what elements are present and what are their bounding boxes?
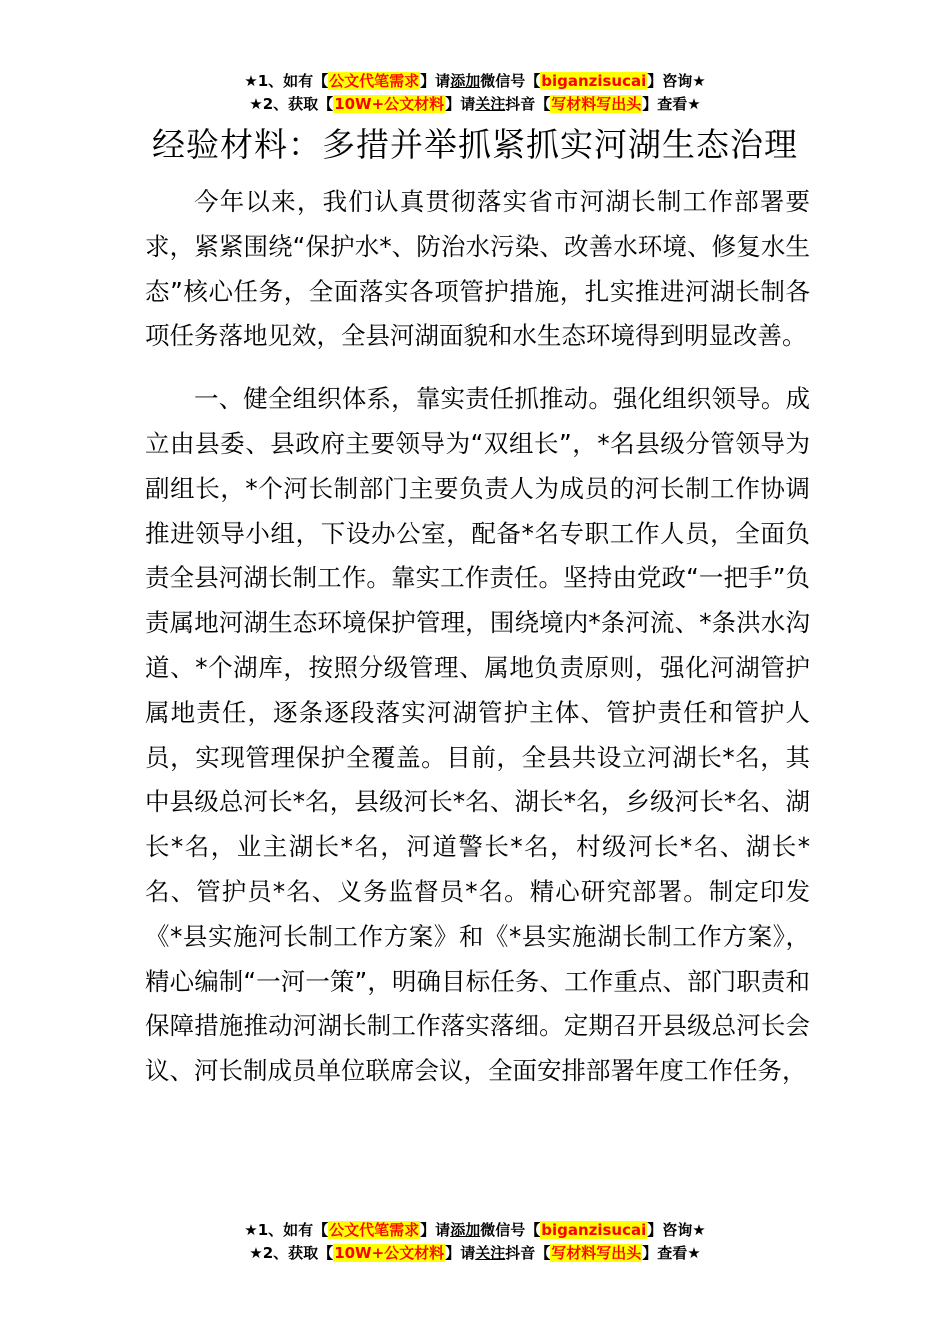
promo-highlight: 公文代笔需求 — [329, 72, 420, 90]
promo-underline-text: 关注 — [475, 95, 506, 113]
promo-text: 抖音【 — [505, 1244, 551, 1262]
promo-line-2 — [0, 93, 950, 116]
promo-highlight: 10W+公文材料 — [334, 95, 445, 113]
promo-line-1 — [0, 70, 950, 93]
promo-douyin-id: 写材料写出头 — [551, 95, 642, 113]
promo-text: 微信号【 — [480, 1221, 541, 1239]
promo-text: ★2、获取【 — [249, 95, 334, 113]
promo-text: 】请 — [445, 95, 476, 113]
promo-douyin-id: 写材料写出头 — [551, 1244, 642, 1262]
promo-line-1 — [0, 1219, 950, 1242]
promo-highlight: 公文代笔需求 — [329, 1221, 420, 1239]
header-promo-banner — [0, 70, 950, 116]
promo-text: 抖音【 — [505, 95, 551, 113]
promo-text: ★1、如有【 — [244, 1221, 329, 1239]
promo-text: 】咨询★ — [647, 1221, 706, 1239]
promo-underline-text: 关注 — [475, 1244, 506, 1262]
promo-text: ★2、获取【 — [249, 1244, 334, 1262]
paragraph-section-1: 一、健全组织体系，靠实责任抓推动。强化组织领导。成立由县委、县政府主要领导为“双组长”，*名县级分管领导为副组长，*个河长制部门主要负责人为成员的河长制工作协调推进领导小组，下设办公室，配备*名专职工作人员，全面负责全县河湖长制工作。靠实工作责任。坚持由党政“一把手”负责属地河湖生态环境保护管理，围绕境内*条河流、*条洪水沟道、*个湖库，按照分级管理、属地负责原则，强化河湖管护属地责任，逐条逐段落实河湖管护主体、管护责任和管护人员，实现管理保护全覆盖。目前，全县共设立河湖长*名，其中县级总河长*名，县级河长*名、湖长*名，乡级河长*名、湖长*名，业主湖长*名，河道警长*名，村级河长*名、湖长*名、管护员*名、义务监督员*名。精心研究部署。制定印发《*县实施河长制工作方案》和《*县实施湖长制工作方案》，精心编制“一河一策”，明确目标任务、工作重点、部门职责和保障措施推动河湖长制工作落实落细。定期召开县级总河长会议、河长制成员单位联席会议，全面安排部署年度工作任务， — [145, 384, 810, 1086]
promo-underline-text: 添加 — [450, 1221, 481, 1239]
promo-text: 】查看★ — [642, 1244, 701, 1262]
promo-highlight: 10W+公文材料 — [334, 1244, 445, 1262]
promo-text: 】请 — [445, 1244, 476, 1262]
promo-text: 微信号【 — [480, 72, 541, 90]
promo-underline-text: 添加 — [450, 72, 481, 90]
footer-promo-banner — [0, 1219, 950, 1265]
promo-text: 】请 — [420, 1221, 451, 1239]
promo-text: 】咨询★ — [647, 72, 706, 90]
document-title: 经验材料：多措并举抓紧抓实河湖生态治理 — [152, 125, 798, 164]
promo-wechat-id: biganzisucai — [541, 72, 647, 90]
promo-line-2 — [0, 1242, 950, 1265]
document-body — [145, 180, 810, 1094]
promo-wechat-id: biganzisucai — [541, 1221, 647, 1239]
promo-text: 】请 — [420, 72, 451, 90]
promo-text: 】查看★ — [642, 95, 701, 113]
paragraph-intro: 今年以来，我们认真贯彻落实省市河湖长制工作部署要求，紧紧围绕“保护水*、防治水污染、改善水环境、修复水生态”核心任务，全面落实各项管护措施，扎实推进河湖长制各项任务落地见效，全县河湖面貌和水生态环境得到明显改善。 — [145, 187, 810, 351]
promo-text: ★1、如有【 — [244, 72, 329, 90]
